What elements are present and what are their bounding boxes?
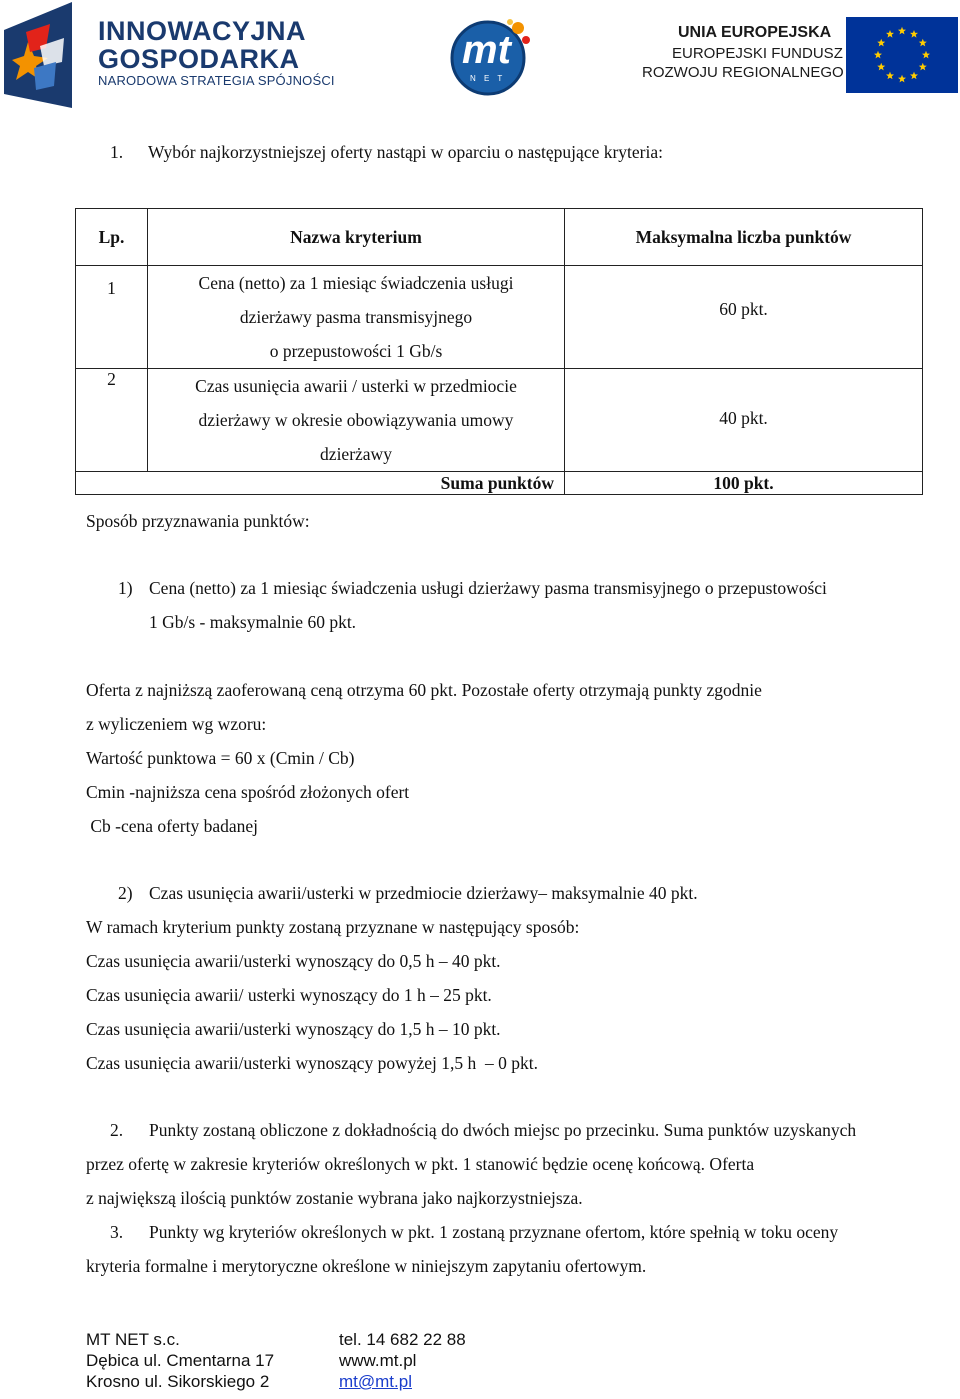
section-3-line2: kryteria formalne i merytoryczne określone w niniejszym zapytaniu ofertowym. <box>86 1256 647 1276</box>
sum-label: Suma punktów <box>76 472 565 495</box>
row-1-name-line2: dzierżawy pasma transmisyjnego <box>239 307 473 327</box>
header-max-points: Maksymalna liczba punktów <box>565 209 923 266</box>
mt-logo-text: mt <box>462 28 511 72</box>
header-lp: Lp. <box>76 209 148 266</box>
item-1-line1: Cena (netto) za 1 miesiąc świadczenia usługi dzierżawy pasma transmisyjnego o przepustowości <box>149 578 827 598</box>
section-2-line3: z największą ilością punktów zostanie wybrana jako najkorzystniejsza. <box>86 1188 583 1208</box>
time-line-1: W ramach kryterium punkty zostaną przyznane w następujący sposób: <box>86 917 580 937</box>
logo-title-line2: GOSPODARKA <box>98 44 300 74</box>
section-1-number: 1. <box>110 142 124 162</box>
footer-phone: tel. 14 682 22 88 <box>339 1330 466 1349</box>
row-1-lp: 1 <box>76 266 148 369</box>
time-line-2: Czas usunięcia awarii/usterki wynoszący do 0,5 h – 40 pkt. <box>86 951 501 971</box>
logo-title-line1: INNOWACYJNA <box>98 16 307 46</box>
footer-address-debica: Dębica ul. Cmentarna 17 <box>86 1351 275 1370</box>
table-row <box>76 266 923 369</box>
item-1-line2: 1 Gb/s - maksymalnie 60 pkt. <box>149 612 357 632</box>
mt-net-logo <box>448 16 534 96</box>
row-1-name-line3: o przepustowości 1 Gb/s <box>269 341 443 361</box>
section-1-text: Wybór najkorzystniejszej oferty nastąpi w oparciu o następujące kryteria: <box>148 142 664 162</box>
row-1-points-value: 60 pkt. <box>719 298 768 319</box>
footer-website[interactable]: www.mt.pl <box>339 1351 417 1370</box>
section-2-line1: Punkty zostaną obliczone z dokładnością do dwóch miejsc po przecinku. Suma punktów uzyskanych <box>149 1120 857 1140</box>
section-3-number: 3. <box>110 1222 124 1242</box>
footer <box>0 1330 960 1390</box>
table-header-row <box>76 209 923 266</box>
criteria-table <box>75 208 923 495</box>
row-2-lp: 2 <box>76 369 148 472</box>
item-2-text: Czas usunięcia awarii/usterki w przedmiocie dzierżawy– maksymalnie 40 pkt. <box>149 883 698 903</box>
eu-text-line2: EUROPEJSKI FUNDUSZ <box>672 45 843 62</box>
item-1-number: 1) <box>118 578 133 598</box>
row-1-name <box>148 266 565 369</box>
price-formula: Wartość punktowa = 60 x (Cmin / Cb) <box>86 748 355 768</box>
row-2-points <box>565 369 923 472</box>
item-2-number: 2) <box>118 883 133 903</box>
price-cmin-definition: Cmin -najniższa cena spośród złożonych ofert <box>86 782 410 802</box>
row-2-name-line1: Czas usunięcia awarii / usterki w przedmiocie <box>195 376 517 396</box>
footer-address-krosno: Krosno ul. Sikorskiego 2 <box>86 1372 270 1391</box>
table-sum-row <box>76 472 923 495</box>
sum-value: 100 pkt. <box>565 472 923 495</box>
header-criterion-name: Nazwa kryterium <box>148 209 565 266</box>
header <box>0 0 960 110</box>
footer-company: MT NET s.c. <box>86 1330 180 1349</box>
mt-logo-ring-letters: N E T <box>470 74 506 83</box>
footer-email-link[interactable]: mt@mt.pl <box>339 1372 412 1391</box>
eu-flag-icon <box>846 17 958 93</box>
section-1-heading <box>110 142 664 163</box>
time-line-5: Czas usunięcia awarii/usterki wynoszący powyżej 1,5 h – 0 pkt. <box>86 1053 538 1073</box>
eu-text-line3: ROZWOJU REGIONALNEGO <box>642 64 844 81</box>
innowacyjna-gospodarka-logo-icon <box>4 2 72 108</box>
row-2-name <box>148 369 565 472</box>
price-line-1: Oferta z najniższą zaoferowaną ceną otrzyma 60 pkt. Pozostałe oferty otrzymają punkty zgodnie <box>86 680 762 700</box>
row-2-name-line2: dzierżawy w okresie obowiązywania umowy <box>198 410 514 430</box>
section-2-number: 2. <box>110 1120 124 1140</box>
row-2-points-value: 40 pkt. <box>719 407 768 428</box>
row-2-name-line3: dzierżawy <box>320 444 392 464</box>
eu-text-line1: UNIA EUROPEJSKA <box>678 24 832 41</box>
price-line-2: z wyliczeniem wg wzoru: <box>86 714 267 734</box>
table-row <box>76 369 923 472</box>
section-3-line1: Punkty wg kryteriów określonych w pkt. 1 zostaną przyznane ofertom, które spełnią w toku oceny <box>149 1222 839 1242</box>
scoring-title: Sposób przyznawania punktów: <box>86 511 310 531</box>
section-2-line2: przez ofertę w zakresie kryteriów określonych w pkt. 1 stanowić będzie ocenę końcową. Oferta <box>86 1154 755 1174</box>
time-line-4: Czas usunięcia awarii/usterki wynoszący do 1,5 h – 10 pkt. <box>86 1019 501 1039</box>
price-cb-definition: Cb -cena oferty badanej <box>86 816 259 836</box>
time-line-3: Czas usunięcia awarii/ usterki wynoszący do 1 h – 25 pkt. <box>86 985 492 1005</box>
logo-subtitle: NARODOWA STRATEGIA SPÓJNOŚCI <box>98 73 335 88</box>
row-1-name-line1: Cena (netto) za 1 miesiąc świadczenia usługi <box>198 273 514 293</box>
row-1-points <box>565 266 923 369</box>
